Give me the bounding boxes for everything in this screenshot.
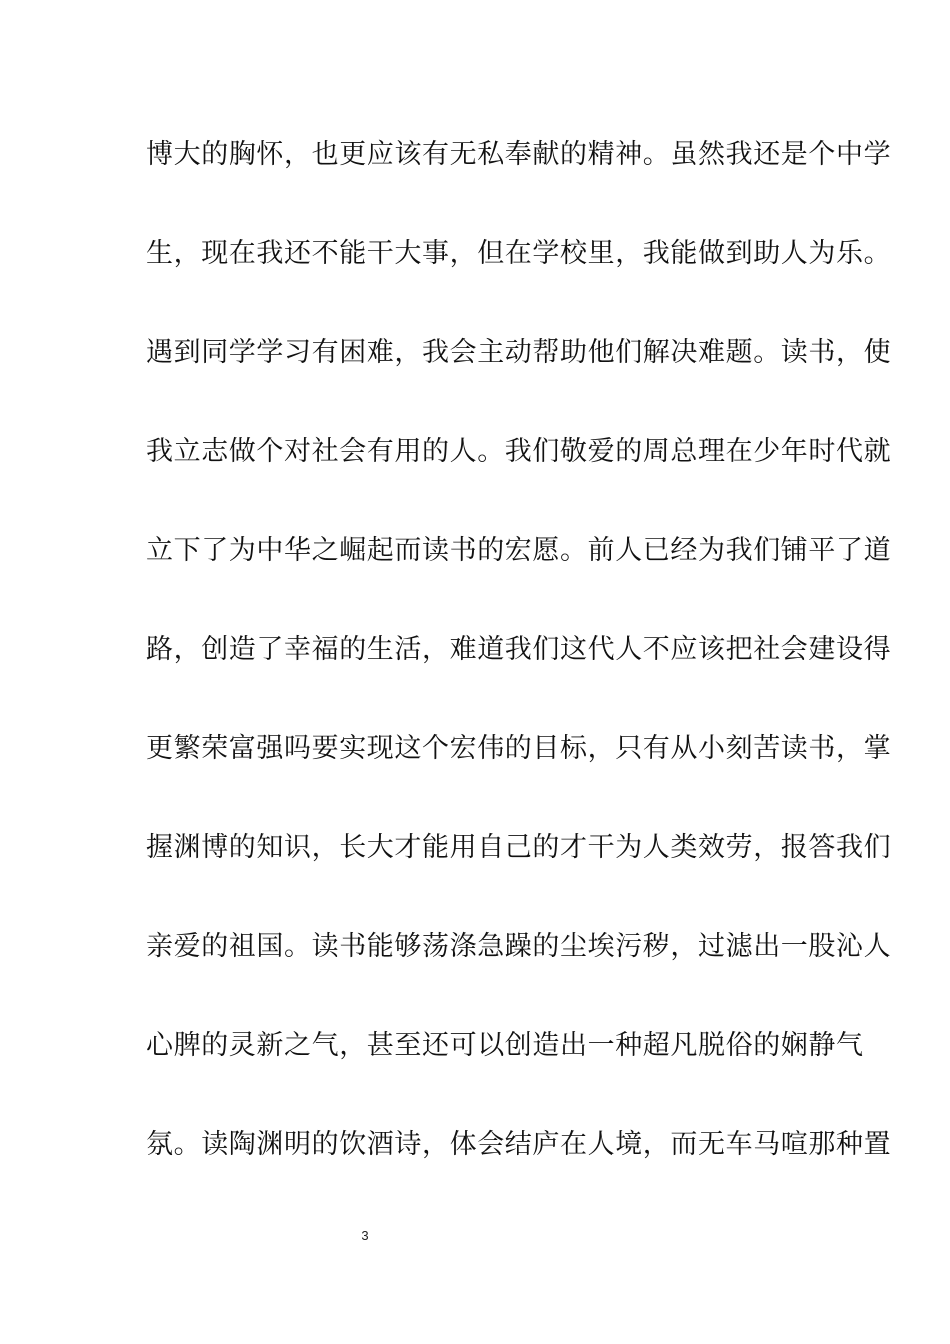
- text-line: 立下了为中华之崛起而读书的宏愿。前人已经为我们铺平了道: [146, 535, 892, 566]
- text-line: 博大的胸怀，也更应该有无私奉献的精神。虽然我还是个中学: [146, 139, 892, 170]
- page-number: 3: [361, 1228, 369, 1243]
- text-line: 更繁荣富强吗要实现这个宏伟的目标，只有从小刻苦读书，掌: [146, 733, 892, 764]
- text-line: 遇到同学学习有困难，我会主动帮助他们解决难题。读书，使: [146, 337, 892, 368]
- text-line: 生，现在我还不能干大事，但在学校里，我能做到助人为乐。: [146, 238, 892, 269]
- text-line: 亲爱的祖国。读书能够荡涤急躁的尘埃污秽，过滤出一股沁人: [146, 931, 892, 962]
- text-line: 握渊博的知识，长大才能用自己的才干为人类效劳，报答我们: [146, 832, 892, 863]
- text-line: 心脾的灵新之气，甚至还可以创造出一种超凡脱俗的娴静气: [146, 1030, 864, 1061]
- text-line: 氛。读陶渊明的饮酒诗，体会结庐在人境，而无车马喧那种置: [146, 1129, 892, 1160]
- text-line: 路，创造了幸福的生活，难道我们这代人不应该把社会建设得: [146, 634, 892, 665]
- text-line: 我立志做个对社会有用的人。我们敬爱的周总理在少年时代就: [146, 436, 892, 467]
- body-text: [146, 130, 892, 1219]
